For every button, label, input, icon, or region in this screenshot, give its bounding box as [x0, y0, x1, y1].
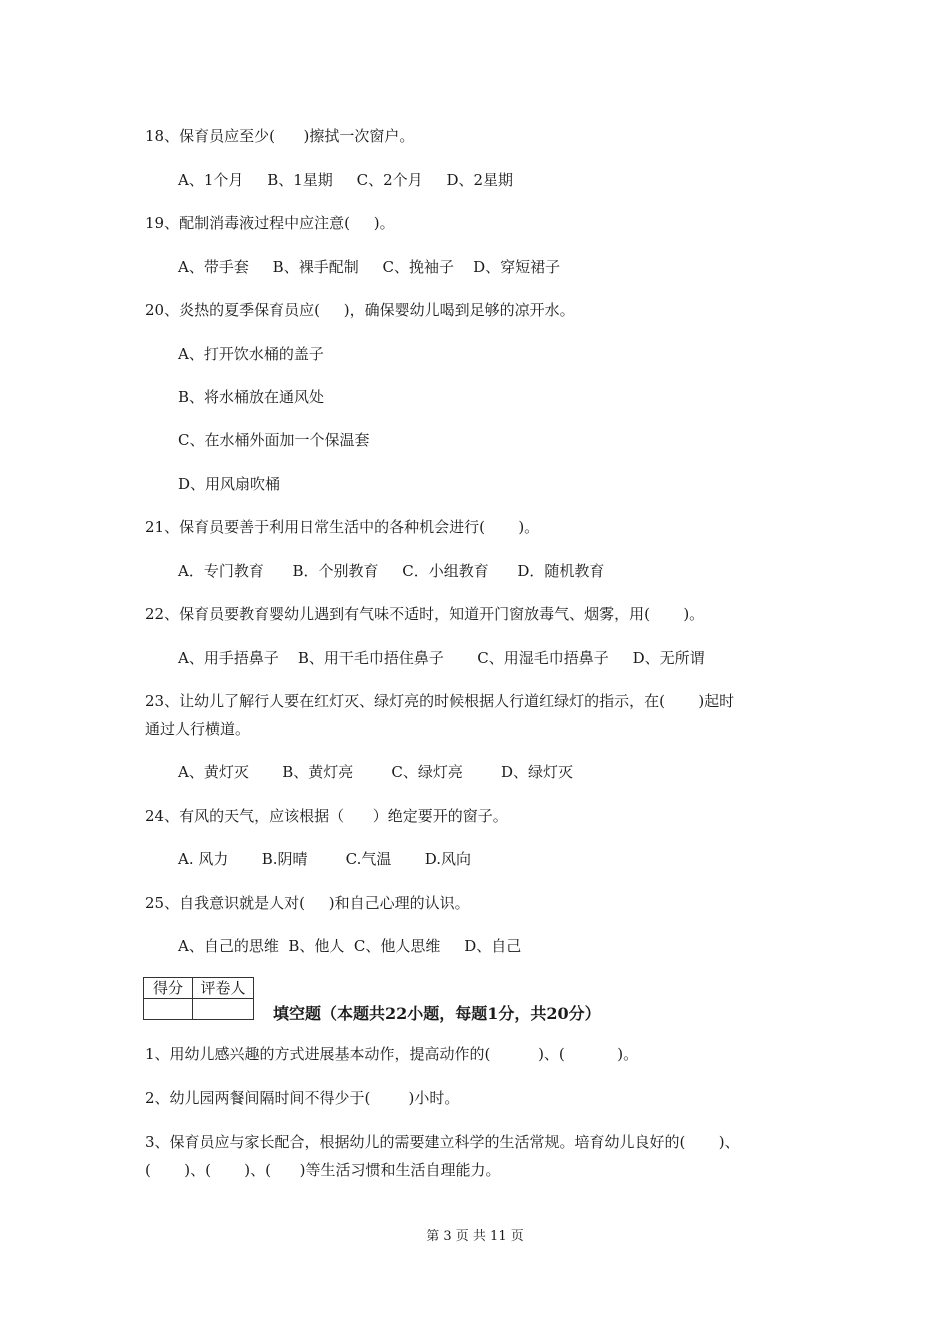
fill-question-3: 3、保育员应与家长配合，根据幼儿的需要建立科学的生活常规。培育幼儿良好的( )、 — [145, 1133, 740, 1151]
question-23-options: A、黄灯灭 B、黄灯亮 C、绿灯亮 D、绿灯灭 — [178, 763, 574, 781]
question-20-option-d: D、用风扇吹桶 — [178, 475, 281, 493]
fill-question-2: 2、幼儿园两餐间隔时间不得少于( )小时。 — [145, 1089, 460, 1107]
question-22: 22、保育员要教育婴幼儿遇到有气味不适时，知道开门窗放毒气、烟雾，用( )。 — [145, 605, 705, 623]
question-25: 25、自我意识就是人对( )和自己心理的认识。 — [145, 894, 470, 912]
question-24: 24、有风的天气，应该根据（ ）绝定要开的窗子。 — [145, 807, 508, 825]
question-19: 19、配制消毒液过程中应注意( )。 — [145, 214, 395, 232]
score-label: 得分 — [144, 978, 193, 999]
grader-label: 评卷人 — [193, 978, 254, 999]
fill-question-3-continuation: ( )、( )、( )等生活习惯和生活自理能力。 — [145, 1161, 501, 1179]
question-20-option-c: C、在水桶外面加一个保温套 — [178, 431, 370, 449]
question-18-options: A、1个月 B、1星期 C、2个月 D、2星期 — [178, 171, 514, 189]
score-cell — [144, 999, 193, 1020]
score-table — [143, 977, 254, 1020]
question-21-options: A．专门教育 B．个别教育 C．小组教育 D．随机教育 — [178, 562, 605, 580]
question-20-option-b: B、将水桶放在通风处 — [178, 388, 325, 406]
question-24-options: A. 风力 B.阴晴 C.气温 D.风向 — [178, 850, 472, 868]
question-25-options: A、自己的思维 B、他人 C、他人思维 D、自己 — [178, 937, 522, 955]
question-18: 18、保育员应至少( )擦拭一次窗户。 — [145, 127, 415, 145]
page-footer: 第 3 页 共 11 页 — [426, 1229, 524, 1244]
question-23-continuation: 通过人行横道。 — [145, 720, 251, 738]
question-23: 23、让幼儿了解行人要在红灯灭、绿灯亮的时候根据人行道红绿灯的指示，在( )起时 — [145, 692, 735, 710]
grader-cell — [193, 999, 254, 1020]
section-title: 填空题（本题共22小题，每题1分，共20分） — [273, 1004, 601, 1023]
fill-question-1: 1、用幼儿感兴趣的方式进展基本动作，提高动作的( )、( )。 — [145, 1045, 639, 1063]
question-22-options: A、用手捂鼻子 B、用干毛巾捂住鼻子 C、用湿毛巾捂鼻子 D、无所谓 — [178, 649, 705, 667]
question-21: 21、保育员要善于利用日常生活中的各种机会进行( )。 — [145, 518, 540, 536]
question-20-option-a: A、打开饮水桶的盖子 — [178, 345, 324, 363]
question-19-options: A、带手套 B、裸手配制 C、挽袖子 D、穿短裙子 — [178, 258, 561, 276]
question-20: 20、炎热的夏季保育员应( )，确保婴幼儿喝到足够的凉开水。 — [145, 301, 575, 319]
